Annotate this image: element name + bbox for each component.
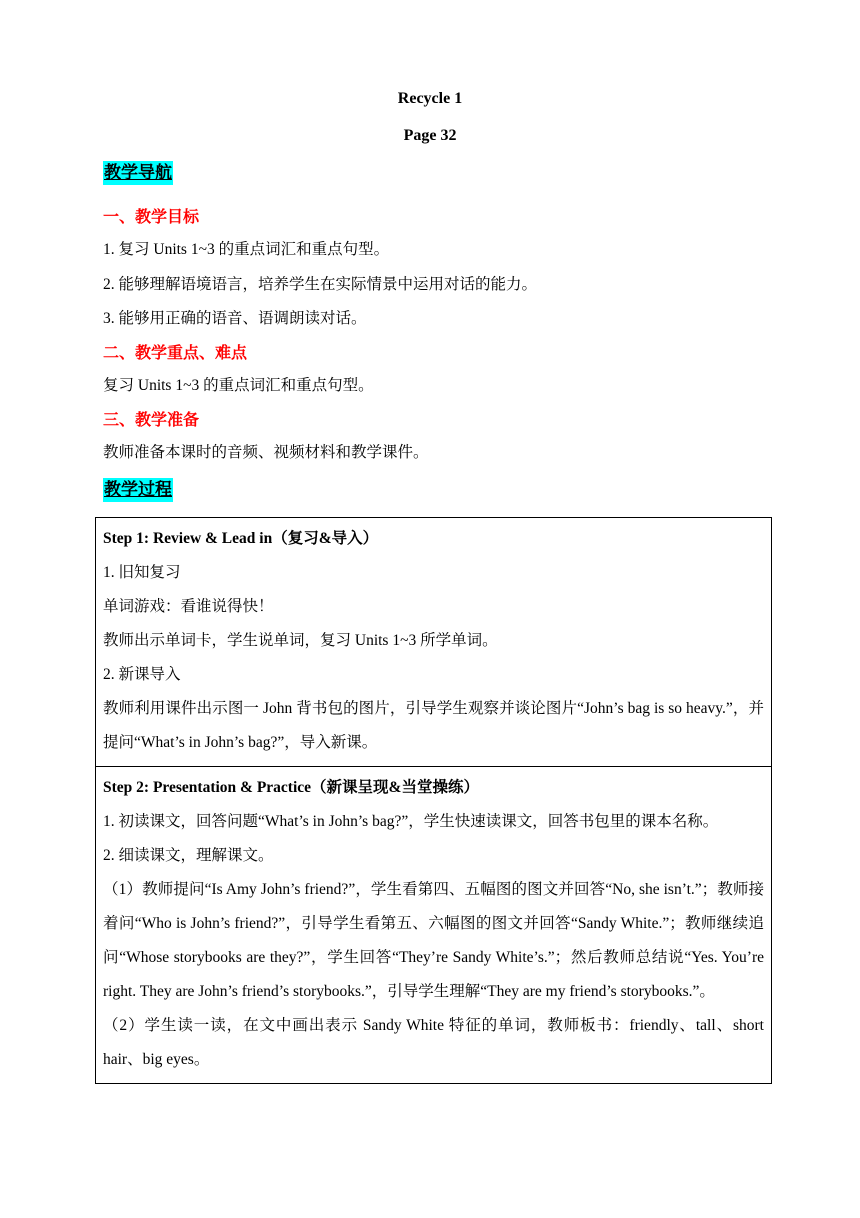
step1-line: 教师出示单词卡，学生说单词，复习 Units 1~3 所学单词。 [103,632,498,649]
teaching-guide-heading: 教学导航 [103,161,173,185]
process-heading: 教学过程 [103,478,173,502]
preparation-text: 教师准备本课时的音频、视频材料和教学课件。 [103,444,429,461]
step2-line: （2）学生读一读，在文中画出表示 Sandy White 特征的单词，教师板书：friendly、tall、short hair、big eyes。 [103,1017,764,1068]
objectives-heading: 一、教学目标 [103,209,200,226]
step2-row [96,767,772,1084]
step1-line: 教师利用课件出示图一 John 背书包的图片，引导学生观察并谈论图片“John’s bag is so heavy.”，并提问“What’s in John’s bag?”，导入新课。 [103,700,764,751]
objective-item: 2. 能够理解语境语言，培养学生在实际情景中运用对话的能力。 [103,276,538,293]
step1-line: 1. 旧知复习 [103,564,181,581]
key-points-heading: 二、教学重点、难点 [103,345,248,362]
preparation-heading: 三、教学准备 [103,412,200,429]
step2-line: （1）教师提问“Is Amy John’s friend?”，学生看第四、五幅图的图文并回答“No, she isn’t.”；教师接着问“Who is John’s friend?”，引导学生看第五、六幅图的图文并回答“Sandy White.”；教师继续追问“Whose storybooks are they?”，学生回答“They’re Sandy White’s.”；然后教师总结说“Yes. You’re right. They are John’s friend’s storybooks.”，引导学生理解“They are my friend’s storybooks.”。 [103,881,764,1000]
step2-title: Step 2: Presentation & Practice（新课呈现&当堂操练） [103,779,479,796]
objective-item: 1. 复习 Units 1~3 的重点词汇和重点句型。 [103,241,390,258]
page-number: Page 32 [403,127,457,144]
step1-title: Step 1: Review & Lead in（复习&导入） [103,530,379,547]
key-points-text: 复习 Units 1~3 的重点词汇和重点句型。 [103,377,374,394]
step1-row [96,518,772,767]
step1-line: 2. 新课导入 [103,666,181,683]
step2-line: 1. 初读课文，回答问题“What’s in John’s bag?”，学生快速读课文，回答书包里的课本名称。 [103,813,719,830]
teaching-process-table [95,517,772,1084]
step1-line: 单词游戏：看谁说得快！ [103,598,274,615]
step2-line: 2. 细读课文，理解课文。 [103,847,274,864]
step2-cell [96,767,772,1084]
step1-cell [96,518,772,767]
lesson-title: Recycle 1 [397,90,463,107]
objective-item: 3. 能够用正确的语音、语调朗读对话。 [103,310,367,327]
